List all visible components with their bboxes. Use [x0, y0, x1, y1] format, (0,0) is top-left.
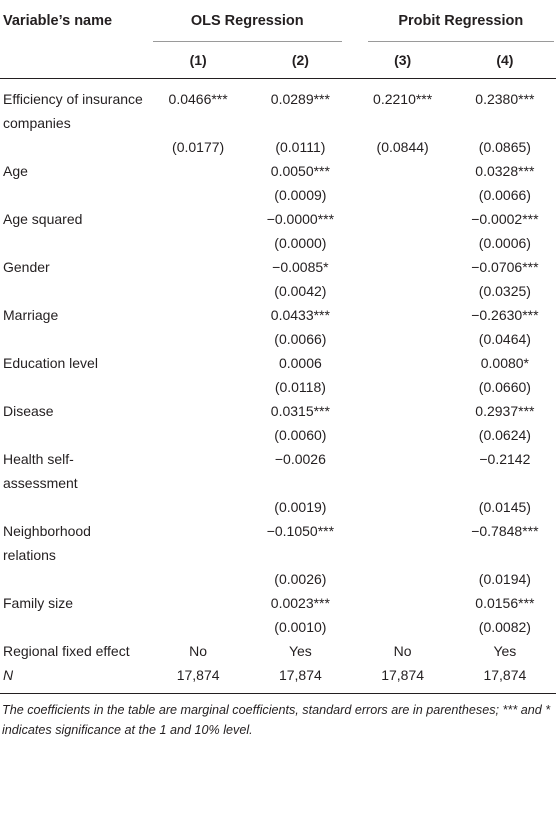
cell-col-3 — [352, 615, 454, 639]
cell-col-2: (0.0060) — [274, 427, 327, 443]
cell-col-1 — [147, 591, 249, 615]
row-label: Health self-assessment — [3, 451, 78, 491]
probit-regression-header: Probit Regression — [352, 0, 556, 42]
cell-col-4: Yes — [493, 643, 517, 659]
cell-col-2: 0.0023*** — [270, 595, 330, 611]
cell-col-4: −0.2630*** — [471, 307, 539, 323]
table-row — [0, 399, 556, 423]
row-label: Age squared — [3, 211, 83, 227]
cell-col-4: −0.2142 — [479, 451, 531, 467]
table-row — [0, 351, 556, 375]
cell-col-3: (0.0844) — [376, 139, 429, 155]
header-row-groups — [0, 0, 556, 42]
cell-col-2: (0.0026) — [274, 571, 327, 587]
cell-col-2: −0.0026 — [274, 451, 326, 467]
cell-col-4: (0.0194) — [478, 571, 531, 587]
row-label: N — [3, 667, 14, 683]
cell-col-4: (0.0066) — [478, 187, 531, 203]
row-label — [0, 279, 147, 303]
cell-col-2: 0.0050*** — [270, 163, 330, 179]
column-header-1: (1) — [189, 52, 207, 68]
cell-col-1 — [147, 255, 249, 279]
cell-col-3 — [352, 351, 454, 375]
table-row — [0, 327, 556, 351]
cell-col-4: 0.2937*** — [475, 403, 535, 419]
cell-col-2: 0.0315*** — [270, 403, 330, 419]
row-label: Age — [3, 163, 28, 179]
cell-col-1 — [147, 447, 249, 495]
cell-col-4: (0.0325) — [478, 283, 531, 299]
row-label: Marriage — [3, 307, 59, 323]
cell-col-3 — [352, 447, 454, 495]
column-header-2: (2) — [291, 52, 309, 68]
cell-col-1: No — [189, 643, 208, 659]
cell-col-2: (0.0019) — [274, 499, 327, 515]
cell-col-1: 0.0466*** — [168, 91, 228, 107]
cell-col-1 — [147, 423, 249, 447]
table-row — [0, 79, 556, 136]
cell-col-4: (0.0660) — [478, 379, 531, 395]
cell-col-1: (0.0177) — [172, 139, 225, 155]
cell-col-2: Yes — [288, 643, 312, 659]
cell-col-1 — [147, 231, 249, 255]
row-label: Gender — [3, 259, 50, 275]
cell-col-4: (0.0145) — [478, 499, 531, 515]
cell-col-4: 0.0156*** — [475, 595, 535, 611]
cell-col-3 — [352, 423, 454, 447]
cell-col-4: −0.0706*** — [471, 259, 539, 275]
cell-col-4: 0.0328*** — [475, 163, 535, 179]
row-label: Education level — [3, 355, 98, 371]
row-label — [0, 135, 147, 159]
cell-col-1 — [147, 495, 249, 519]
cell-col-3: 0.2210*** — [373, 91, 433, 107]
cell-col-3 — [352, 231, 454, 255]
cell-col-2: (0.0111) — [275, 139, 326, 155]
cell-col-1 — [147, 351, 249, 375]
row-label — [0, 423, 147, 447]
cell-col-3 — [352, 207, 454, 231]
cell-col-1 — [147, 399, 249, 423]
row-label: Efficiency of insurance companies — [3, 91, 143, 131]
cell-col-4: (0.0624) — [478, 427, 531, 443]
cell-col-2: −0.0000*** — [266, 211, 335, 227]
cell-col-4: (0.0464) — [478, 331, 531, 347]
column-header-4: (4) — [496, 52, 514, 68]
table-row — [0, 183, 556, 207]
cell-col-2: 0.0289*** — [270, 91, 330, 107]
row-label — [0, 231, 147, 255]
table-row — [0, 279, 556, 303]
cell-col-3 — [352, 303, 454, 327]
cell-col-4: 0.0080* — [480, 355, 530, 371]
cell-col-2: (0.0010) — [274, 619, 327, 635]
table-footnote: The coefficients in the table are marginal coefficients, standard errors are in parentheses; *** and * indicates significance at the 1 and 10% level. — [2, 703, 551, 737]
cell-col-3 — [352, 591, 454, 615]
table-row — [0, 375, 556, 399]
variable-name-header: Variable’s name — [3, 13, 113, 29]
header-row-columns — [0, 42, 556, 79]
cell-col-4: 17,874 — [483, 667, 527, 683]
cell-col-1: 17,874 — [176, 667, 220, 683]
row-label: Regional fixed effect — [3, 643, 130, 659]
table-row — [0, 231, 556, 255]
cell-col-3 — [352, 183, 454, 207]
cell-col-3 — [352, 399, 454, 423]
cell-col-3 — [352, 255, 454, 279]
row-label — [0, 327, 147, 351]
cell-col-2: (0.0042) — [274, 283, 327, 299]
table-row — [0, 567, 556, 591]
table-body — [0, 79, 556, 694]
cell-col-2: 0.0006 — [278, 355, 322, 371]
cell-col-3 — [352, 567, 454, 591]
table-row — [0, 447, 556, 495]
table-row — [0, 303, 556, 327]
row-label — [0, 183, 147, 207]
cell-col-1 — [147, 183, 249, 207]
table-row — [0, 207, 556, 231]
table-row — [0, 495, 556, 519]
table-row — [0, 663, 556, 694]
row-label: Family size — [3, 595, 74, 611]
cell-col-2: (0.0066) — [274, 331, 327, 347]
cell-col-1 — [147, 207, 249, 231]
cell-col-4: −0.7848*** — [471, 523, 539, 539]
table-row — [0, 615, 556, 639]
row-label — [0, 375, 147, 399]
ols-regression-header: OLS Regression — [147, 0, 352, 42]
cell-col-1 — [147, 375, 249, 399]
cell-col-3 — [352, 159, 454, 183]
table-row — [0, 519, 556, 567]
cell-col-1 — [147, 279, 249, 303]
cell-col-4: (0.0865) — [478, 139, 531, 155]
table-row — [0, 639, 556, 663]
cell-col-2: (0.0118) — [274, 379, 326, 395]
cell-col-2: (0.0009) — [274, 187, 327, 203]
cell-col-2: −0.1050*** — [266, 523, 335, 539]
table-row — [0, 159, 556, 183]
cell-col-4: −0.0002*** — [471, 211, 539, 227]
cell-col-2: −0.0085* — [272, 259, 329, 275]
row-label — [0, 567, 147, 591]
cell-col-3 — [352, 327, 454, 351]
cell-col-1 — [147, 327, 249, 351]
cell-col-3 — [352, 495, 454, 519]
table-row — [0, 591, 556, 615]
cell-col-3 — [352, 279, 454, 303]
row-label — [0, 615, 147, 639]
cell-col-3: No — [393, 643, 412, 659]
column-header-3: (3) — [394, 52, 412, 68]
cell-col-1 — [147, 615, 249, 639]
cell-col-3 — [352, 519, 454, 567]
row-label: Neighborhood relations — [3, 523, 91, 563]
cell-col-2: 17,874 — [278, 667, 322, 683]
cell-col-4: (0.0082) — [478, 619, 531, 635]
cell-col-1 — [147, 159, 249, 183]
cell-col-3: 17,874 — [381, 667, 425, 683]
cell-col-1 — [147, 567, 249, 591]
table-row — [0, 255, 556, 279]
cell-col-2: (0.0000) — [274, 235, 327, 251]
cell-col-2: 0.0433*** — [270, 307, 330, 323]
cell-col-3 — [352, 375, 454, 399]
table-row — [0, 423, 556, 447]
table-row — [0, 135, 556, 159]
cell-col-1 — [147, 303, 249, 327]
cell-col-1 — [147, 519, 249, 567]
cell-col-4: 0.2380*** — [475, 91, 535, 107]
cell-col-4: (0.0006) — [478, 235, 531, 251]
row-label: Disease — [3, 403, 54, 419]
row-label — [0, 495, 147, 519]
